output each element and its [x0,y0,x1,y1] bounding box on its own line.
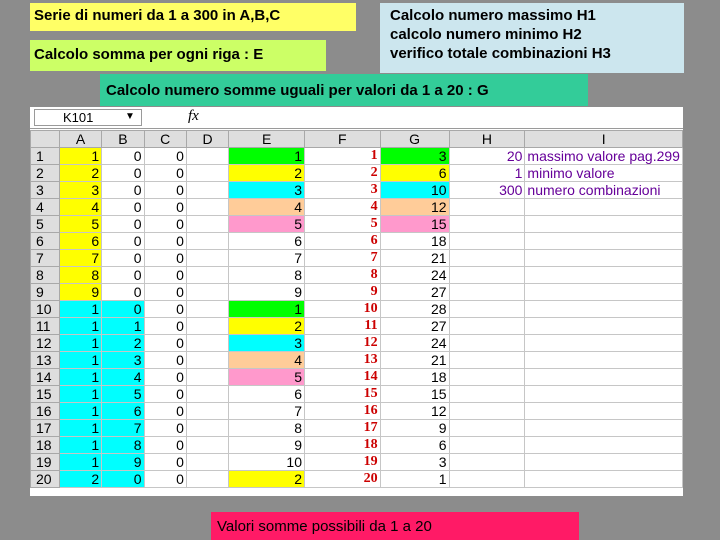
cell-b[interactable]: 0 [102,182,144,199]
column-header-a[interactable]: A [59,131,101,148]
cell-i[interactable] [525,369,683,386]
cell-g[interactable]: 21 [380,352,449,369]
cell-h[interactable] [449,386,525,403]
row-header[interactable]: 11 [31,318,60,335]
cell-g[interactable]: 1 [380,471,449,488]
cell-f[interactable]: 6 [304,233,380,250]
cell-f[interactable]: 8 [304,267,380,284]
cell-b[interactable]: 0 [102,267,144,284]
cell-d[interactable] [186,216,228,233]
cell-d[interactable] [186,471,228,488]
cell-c[interactable]: 0 [144,318,186,335]
cell-c[interactable]: 0 [144,386,186,403]
cell-b[interactable]: 8 [102,437,144,454]
table-row [31,369,683,386]
cell-f[interactable]: 16 [304,403,380,420]
column-header-c[interactable]: C [144,131,186,148]
cell-e[interactable]: 2 [229,165,305,182]
column-header-h[interactable]: H [449,131,525,148]
cell-i[interactable] [525,199,683,216]
cell-g[interactable]: 18 [380,369,449,386]
cell-e[interactable]: 1 [229,148,305,165]
cell-g[interactable]: 24 [380,267,449,284]
cell-i[interactable] [525,335,683,352]
cell-a[interactable]: 6 [59,233,101,250]
formula-bar [30,107,683,129]
cell-h[interactable] [449,403,525,420]
cell-i[interactable] [525,318,683,335]
cell-h[interactable] [449,420,525,437]
row-header[interactable]: 2 [31,165,60,182]
cell-g[interactable]: 3 [380,454,449,471]
cell-e[interactable]: 7 [229,250,305,267]
table-row [31,301,683,318]
cell-d[interactable] [186,369,228,386]
table-row [31,148,683,165]
cell-i[interactable] [525,454,683,471]
cell-f[interactable]: 2 [304,165,380,182]
cell-c[interactable]: 0 [144,216,186,233]
cell-g[interactable]: 12 [380,199,449,216]
cell-d[interactable] [186,437,228,454]
cell-d[interactable] [186,267,228,284]
row-header[interactable]: 5 [31,216,60,233]
cell-e[interactable]: 8 [229,420,305,437]
cell-b[interactable]: 1 [102,318,144,335]
cell-g[interactable]: 9 [380,420,449,437]
cell-g[interactable]: 6 [380,437,449,454]
cell-g[interactable]: 10 [380,182,449,199]
table-row [31,386,683,403]
cell-e[interactable]: 7 [229,403,305,420]
cell-b[interactable]: 2 [102,335,144,352]
cell-h[interactable] [449,369,525,386]
cell-f[interactable]: 15 [304,386,380,403]
cell-a[interactable]: 1 [59,301,101,318]
cell-e[interactable]: 2 [229,471,305,488]
cell-h[interactable] [449,318,525,335]
cell-a[interactable]: 5 [59,216,101,233]
row-header[interactable]: 8 [31,267,60,284]
table-row [31,352,683,369]
banner-line-max: Calcolo numero massimo H1 [390,7,596,24]
cell-d[interactable] [186,284,228,301]
cell-b[interactable]: 6 [102,403,144,420]
cell-i[interactable]: massimo valore pag.299 [525,148,683,165]
banner-row-sum: Calcolo somma per ogni riga : E [30,40,326,71]
cell-c[interactable]: 0 [144,369,186,386]
row-header[interactable]: 18 [31,437,60,454]
cell-a[interactable]: 1 [59,386,101,403]
cell-b[interactable]: 0 [102,199,144,216]
row-header[interactable]: 16 [31,403,60,420]
cell-h[interactable] [449,216,525,233]
cell-f[interactable]: 7 [304,250,380,267]
cell-h[interactable]: 20 [449,148,525,165]
cell-g[interactable]: 27 [380,318,449,335]
cell-c[interactable]: 0 [144,420,186,437]
table-row [31,250,683,267]
cell-b[interactable]: 9 [102,454,144,471]
cell-i[interactable] [525,403,683,420]
cell-e[interactable]: 8 [229,267,305,284]
cell-d[interactable] [186,318,228,335]
cell-g[interactable]: 18 [380,233,449,250]
cell-a[interactable]: 1 [59,352,101,369]
cell-g[interactable]: 21 [380,250,449,267]
cell-c[interactable]: 0 [144,148,186,165]
cell-d[interactable] [186,386,228,403]
row-header[interactable]: 10 [31,301,60,318]
cell-f[interactable]: 10 [304,301,380,318]
cell-e[interactable]: 5 [229,216,305,233]
cell-i[interactable] [525,471,683,488]
spreadsheet [30,107,683,496]
cell-f[interactable]: 1 [304,148,380,165]
cell-c[interactable]: 0 [144,182,186,199]
cell-b[interactable]: 0 [102,165,144,182]
cell-h[interactable]: 300 [449,182,525,199]
cell-i[interactable] [525,216,683,233]
cell-g[interactable]: 12 [380,403,449,420]
banner-series-range: Serie di numeri da 1 a 300 in A,B,C [30,3,356,31]
name-box[interactable]: K101 [34,109,142,126]
cell-f[interactable]: 17 [304,420,380,437]
column-header-b[interactable]: B [102,131,144,148]
cell-g[interactable]: 6 [380,165,449,182]
cell-e[interactable]: 2 [229,318,305,335]
cell-h[interactable] [449,233,525,250]
column-header-g[interactable]: G [380,131,449,148]
cell-g[interactable]: 3 [380,148,449,165]
cell-a[interactable]: 9 [59,284,101,301]
cell-e[interactable]: 4 [229,352,305,369]
cell-g[interactable]: 15 [380,216,449,233]
cell-a[interactable]: 7 [59,250,101,267]
cell-a[interactable]: 1 [59,437,101,454]
cell-e[interactable]: 3 [229,335,305,352]
row-header[interactable]: 13 [31,352,60,369]
select-all-corner[interactable] [31,131,60,148]
cell-c[interactable]: 0 [144,165,186,182]
cell-grid [30,130,683,488]
cell-e[interactable]: 3 [229,182,305,199]
cell-i[interactable] [525,284,683,301]
cell-e[interactable]: 6 [229,386,305,403]
row-header[interactable]: 20 [31,471,60,488]
cell-c[interactable]: 0 [144,284,186,301]
cell-i[interactable] [525,352,683,369]
cell-e[interactable]: 9 [229,437,305,454]
row-header[interactable]: 14 [31,369,60,386]
column-header-d[interactable]: D [186,131,228,148]
cell-a[interactable]: 1 [59,318,101,335]
table-row [31,437,683,454]
cell-d[interactable] [186,199,228,216]
cell-b[interactable]: 0 [102,148,144,165]
cell-d[interactable] [186,335,228,352]
cell-f[interactable]: 5 [304,216,380,233]
cell-g[interactable]: 27 [380,284,449,301]
cell-i[interactable] [525,267,683,284]
table-row [31,233,683,250]
cell-d[interactable] [186,352,228,369]
cell-h[interactable] [449,267,525,284]
cell-b[interactable]: 0 [102,471,144,488]
name-box-dropdown-icon[interactable]: ▼ [125,111,135,122]
cell-b[interactable]: 4 [102,369,144,386]
cell-h[interactable] [449,437,525,454]
cell-e[interactable]: 10 [229,454,305,471]
fx-icon[interactable]: fx [188,108,199,124]
cell-a[interactable]: 1 [59,403,101,420]
cell-f[interactable]: 13 [304,352,380,369]
table-row [31,199,683,216]
row-header[interactable]: 15 [31,386,60,403]
table-row [31,318,683,335]
cell-i[interactable] [525,386,683,403]
cell-d[interactable] [186,148,228,165]
cell-c[interactable]: 0 [144,250,186,267]
banner-max-min-total [380,3,684,73]
cell-e[interactable]: 6 [229,233,305,250]
cell-h[interactable] [449,352,525,369]
cell-a[interactable]: 2 [59,471,101,488]
cell-f[interactable]: 3 [304,182,380,199]
cell-b[interactable]: 3 [102,352,144,369]
column-header-i[interactable]: I [525,131,683,148]
cell-g[interactable]: 15 [380,386,449,403]
cell-f[interactable]: 9 [304,284,380,301]
cell-b[interactable]: 0 [102,301,144,318]
cell-b[interactable]: 5 [102,386,144,403]
row-header[interactable]: 12 [31,335,60,352]
cell-b[interactable]: 0 [102,250,144,267]
table-row [31,471,683,488]
cell-i[interactable]: minimo valore [525,165,683,182]
cell-d[interactable] [186,165,228,182]
cell-h[interactable]: 1 [449,165,525,182]
row-header[interactable]: 17 [31,420,60,437]
row-header[interactable]: 1 [31,148,60,165]
cell-c[interactable]: 0 [144,471,186,488]
table-row [31,420,683,437]
cell-e[interactable]: 5 [229,369,305,386]
cell-a[interactable]: 1 [59,420,101,437]
table-row [31,335,683,352]
cell-f[interactable]: 12 [304,335,380,352]
row-header[interactable]: 3 [31,182,60,199]
row-header[interactable]: 19 [31,454,60,471]
cell-g[interactable]: 28 [380,301,449,318]
cell-h[interactable] [449,454,525,471]
cell-f[interactable]: 20 [304,471,380,488]
cell-c[interactable]: 0 [144,437,186,454]
cell-a[interactable]: 1 [59,369,101,386]
cell-c[interactable]: 0 [144,199,186,216]
cell-b[interactable]: 0 [102,216,144,233]
cell-f[interactable]: 14 [304,369,380,386]
banner-line-min: calcolo numero minimo H2 [390,26,582,43]
cell-a[interactable]: 1 [59,148,101,165]
column-header-f[interactable]: F [304,131,380,148]
cell-d[interactable] [186,420,228,437]
table-row [31,182,683,199]
table-row [31,267,683,284]
cell-i[interactable] [525,437,683,454]
cell-b[interactable]: 0 [102,284,144,301]
cell-a[interactable]: 8 [59,267,101,284]
cell-h[interactable] [449,250,525,267]
column-header-row [31,131,683,148]
cell-e[interactable]: 1 [229,301,305,318]
cell-d[interactable] [186,403,228,420]
cell-f[interactable]: 19 [304,454,380,471]
banner-equal-sums: Calcolo numero somme uguali per valori da 1 a 20 : G [100,74,588,106]
cell-c[interactable]: 0 [144,267,186,284]
cell-a[interactable]: 1 [59,335,101,352]
row-header[interactable]: 4 [31,199,60,216]
cell-i[interactable] [525,233,683,250]
cell-b[interactable]: 7 [102,420,144,437]
banner-line-total: verifico totale combinazioni H3 [390,45,611,62]
table-row [31,403,683,420]
banner-possible-sums: Valori somme possibili da 1 a 20 [211,512,579,540]
cell-h[interactable] [449,471,525,488]
cell-d[interactable] [186,454,228,471]
cell-a[interactable]: 4 [59,199,101,216]
cell-b[interactable]: 0 [102,233,144,250]
cell-c[interactable]: 0 [144,233,186,250]
cell-h[interactable] [449,284,525,301]
table-row [31,216,683,233]
table-row [31,454,683,471]
cell-g[interactable]: 24 [380,335,449,352]
cell-d[interactable] [186,182,228,199]
cell-c[interactable]: 0 [144,352,186,369]
cell-i[interactable] [525,250,683,267]
cell-a[interactable]: 1 [59,454,101,471]
cell-h[interactable] [449,301,525,318]
row-header[interactable]: 7 [31,250,60,267]
cell-h[interactable] [449,335,525,352]
cell-f[interactable]: 11 [304,318,380,335]
cell-e[interactable]: 4 [229,199,305,216]
cell-f[interactable]: 4 [304,199,380,216]
cell-c[interactable]: 0 [144,454,186,471]
cell-a[interactable]: 3 [59,182,101,199]
cell-i[interactable] [525,420,683,437]
cell-d[interactable] [186,233,228,250]
row-header[interactable]: 9 [31,284,60,301]
cell-h[interactable] [449,199,525,216]
table-row [31,165,683,182]
cell-c[interactable]: 0 [144,301,186,318]
cell-i[interactable]: numero combinazioni [525,182,683,199]
cell-c[interactable]: 0 [144,335,186,352]
cell-a[interactable]: 2 [59,165,101,182]
cell-e[interactable]: 9 [229,284,305,301]
row-header[interactable]: 6 [31,233,60,250]
table-row [31,284,683,301]
cell-f[interactable]: 18 [304,437,380,454]
column-header-e[interactable]: E [229,131,305,148]
cell-d[interactable] [186,301,228,318]
cell-d[interactable] [186,250,228,267]
cell-c[interactable]: 0 [144,403,186,420]
cell-i[interactable] [525,301,683,318]
